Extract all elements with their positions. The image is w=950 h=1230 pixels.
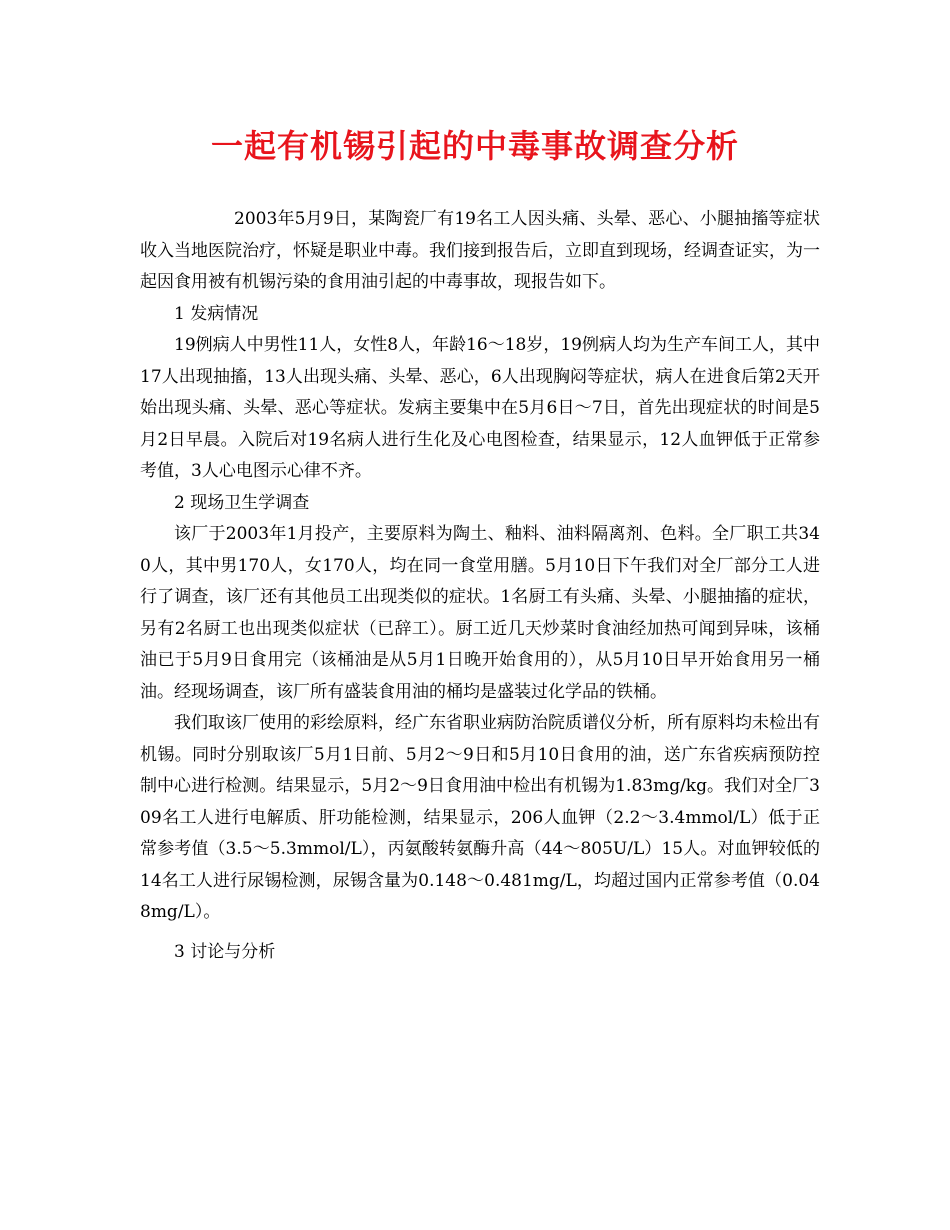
paragraph-site-survey: 该厂于2003年1月投产，主要原料为陶土、釉料、油料隔离剂、色料。全厂职工共340人，其中男170人，女170人，均在同一食堂用膳。5月10日下午我们对全厂部分工人进行了调查，该厂还有其他员工出现类似的症状。1名厨工有头痛、头晕、小腿抽搐的症状，另有2名厨工也出现类似症状（已辞工）。厨工近几天炒菜时食油经加热可闻到异味，该桶油已于5月9日食用完（该桶油是从5月1日晚开始食用的），从5月10日早开始食用另一桶油。经现场调查，该厂所有盛装食用油的桶均是盛装过化学品的铁桶。 <box>140 524 820 702</box>
section-heading-2: 2 现场卫生学调查 <box>174 492 310 513</box>
section-heading-1: 1 发病情况 <box>174 303 259 324</box>
document-title: 一起有机锡引起的中毒事故调查分析 <box>210 127 739 165</box>
document-body <box>140 204 820 968</box>
intro-paragraph: 2003年5月9日，某陶瓷厂有19名工人因头痛、头晕、恶心、小腿抽搐等症状收入当地医院治疗，怀疑是职业中毒。我们接到报告后，立即直到现场，经调查证实，为一起因食用被有机锡污染的食用油引起的中毒事故，现报告如下。 <box>140 209 820 292</box>
section-heading-3: 3 讨论与分析 <box>174 941 276 962</box>
paragraph-lab-results: 我们取该厂使用的彩绘原料，经广东省职业病防治院质谱仪分析，所有原料均未检出有机锡。同时分别取该厂5月1日前、5月2～9日和5月10日食用的油，送广东省疾病预防控制中心进行检测。结果显示，5月2～9日食用油中检出有机锡为1.83mg/kg。我们对全厂309名工人进行电解质、肝功能检测，结果显示，206人血钾（2.2～3.4mmol/L）低于正常参考值（3.5～5.3mmol/L），丙氨酸转氨酶升高（44～805U/L）15人。对血钾较低的14名工人进行尿锡检测，尿锡含量为0.148～0.481mg/L，均超过国内正常参考值（0.048mg/L）。 <box>140 713 820 922</box>
paragraph-symptoms: 19例病人中男性11人，女性8人，年龄16～18岁，19例病人均为生产车间工人，其中17人出现抽搐，13人出现头痛、头晕、恶心，6人出现胸闷等症状，病人在进食后第2天开始出现头痛、头晕、恶心等症状。发病主要集中在5月6日～7日，首先出现症状的时间是5月2日早晨。入院后对19名病人进行生化及心电图检查，结果显示，12人血钾低于正常参考值，3人心电图示心律不齐。 <box>140 335 820 481</box>
